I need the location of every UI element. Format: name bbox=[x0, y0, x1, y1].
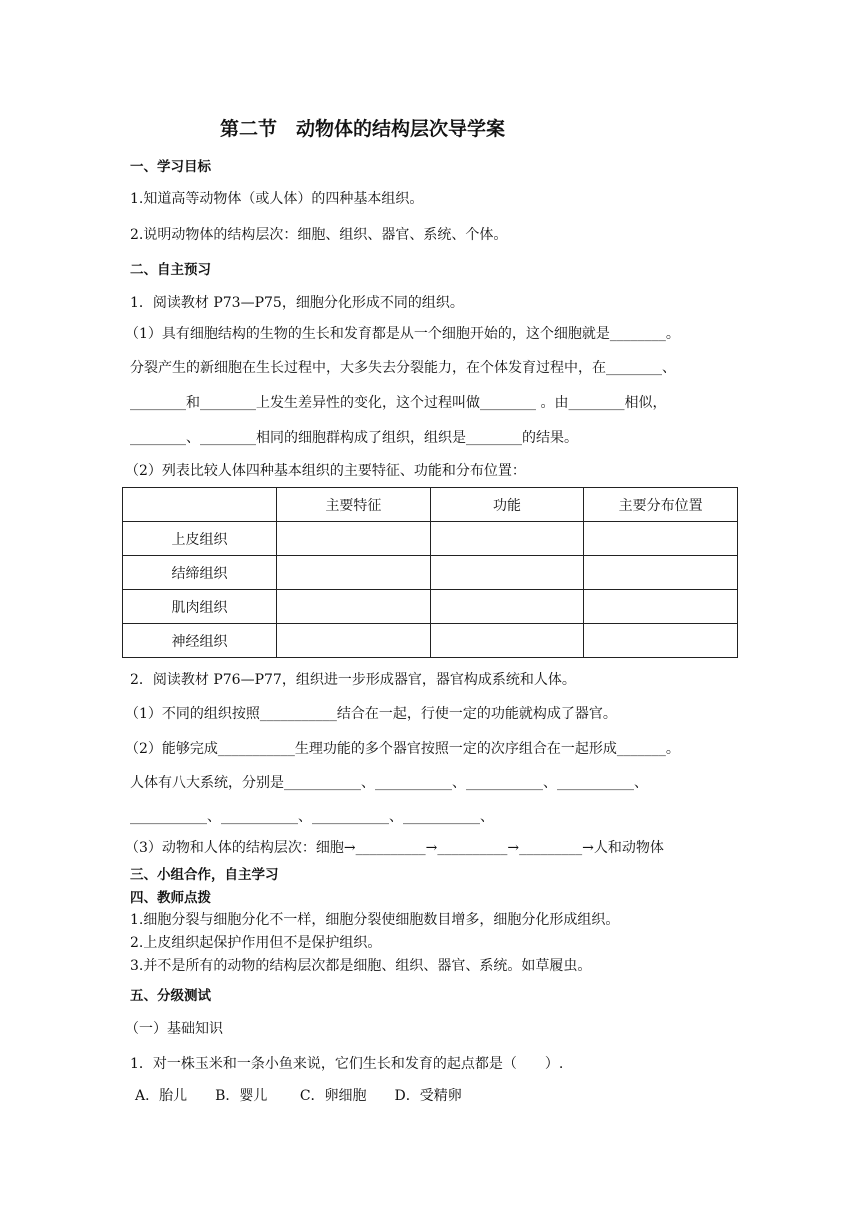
paragraph-line: （1）具有细胞结构的生物的生长和发育都是从一个细胞开始的，这个细胞就是________。 bbox=[125, 326, 680, 342]
table-header-row bbox=[123, 488, 738, 522]
blank-cell[interactable] bbox=[584, 556, 738, 590]
paragraph-line: ________、________相同的细胞群构成了组织，组织是________的结果。 bbox=[130, 430, 578, 446]
question-intro: 1．阅读教材 P73—P75，细胞分化形成不同的组织。 bbox=[130, 295, 464, 311]
tissue-name-cell: 肌肉组织 bbox=[123, 590, 277, 624]
blank-cell[interactable] bbox=[277, 556, 431, 590]
tissue-name-cell: 上皮组织 bbox=[123, 522, 277, 556]
table-row bbox=[123, 522, 738, 556]
section-heading-test: 五、分级测试 bbox=[130, 988, 211, 1004]
question-intro: 2．阅读教材 P76—P77，组织进一步形成器官，器官构成系统和人体。 bbox=[130, 672, 576, 688]
hierarchy-line: （3）动物和人体的结构层次：细胞→__________→__________→_________→人和动物体 bbox=[125, 840, 664, 856]
fill-blank-line: （2）能够完成___________生理功能的多个器官按照一定的次序组合在一起形成_______。 bbox=[125, 741, 680, 757]
fill-blank-line: 人体有八大系统，分别是___________、___________、___________、___________、 bbox=[130, 775, 648, 791]
table-instruction: （2）列表比较人体四种基本组织的主要特征、功能和分布位置： bbox=[125, 463, 526, 479]
blank-cell[interactable] bbox=[430, 556, 584, 590]
blank-cell[interactable] bbox=[584, 624, 738, 658]
answer-options: A．胎儿 B．婴儿 C．卵细胞 D．受精卵 bbox=[135, 1088, 462, 1104]
blank-cell[interactable] bbox=[277, 624, 431, 658]
section-heading-group: 三、小组合作，自主学习 bbox=[130, 867, 279, 883]
goal-item: 2.说明动物体的结构层次：细胞、组织、器官、系统、个体。 bbox=[130, 227, 508, 243]
table-header-cell bbox=[123, 488, 277, 522]
table-row bbox=[123, 556, 738, 590]
section-heading-tips: 四、教师点拨 bbox=[130, 890, 211, 906]
fill-blank-line: （1）不同的组织按照___________结合在一起，行使一定的功能就构成了器官。 bbox=[125, 706, 617, 722]
goal-item: 1.知道高等动物体（或人体）的四种基本组织。 bbox=[130, 191, 424, 207]
subsection-heading: （一）基础知识 bbox=[125, 1021, 223, 1037]
section-heading-goals: 一、学习目标 bbox=[130, 159, 211, 175]
blank-cell[interactable] bbox=[277, 522, 431, 556]
tip-item: 2.上皮组织起保护作用但不是保护组织。 bbox=[130, 935, 382, 951]
blank-cell[interactable] bbox=[430, 522, 584, 556]
table-row bbox=[123, 590, 738, 624]
blank-cell[interactable] bbox=[430, 590, 584, 624]
table-header-cell: 主要分布位置 bbox=[584, 488, 738, 522]
paragraph-line: ________和________上发生差异性的变化，这个过程叫做________ 。由________相似， bbox=[130, 395, 667, 411]
test-question: 1．对一株玉米和一条小鱼来说，它们生长和发育的起点都是（ ）. bbox=[130, 1056, 564, 1072]
paragraph-line: 分裂产生的新细胞在生长过程中，大多失去分裂能力，在个体发育过程中，在________、 bbox=[130, 360, 676, 376]
blank-cell[interactable] bbox=[430, 624, 584, 658]
page-title: 第二节 动物体的结构层次导学案 bbox=[220, 118, 506, 140]
table-header-cell: 功能 bbox=[430, 488, 584, 522]
blank-cell[interactable] bbox=[584, 590, 738, 624]
tissue-name-cell: 神经组织 bbox=[123, 624, 277, 658]
tip-item: 1.细胞分裂与细胞分化不一样，细胞分裂使细胞数目增多，细胞分化形成组织。 bbox=[130, 912, 620, 928]
blank-cell[interactable] bbox=[277, 590, 431, 624]
tissue-name-cell: 结缔组织 bbox=[123, 556, 277, 590]
section-heading-preview: 二、自主预习 bbox=[130, 262, 211, 278]
fill-blank-line: ___________、___________、___________、___________、 bbox=[130, 809, 494, 825]
blank-cell[interactable] bbox=[584, 522, 738, 556]
tip-item: 3.并不是所有的动物的结构层次都是细胞、组织、器官、系统。如草履虫。 bbox=[130, 958, 592, 974]
table-header-cell: 主要特征 bbox=[277, 488, 431, 522]
table-row bbox=[123, 624, 738, 658]
tissue-comparison-table bbox=[122, 487, 738, 658]
